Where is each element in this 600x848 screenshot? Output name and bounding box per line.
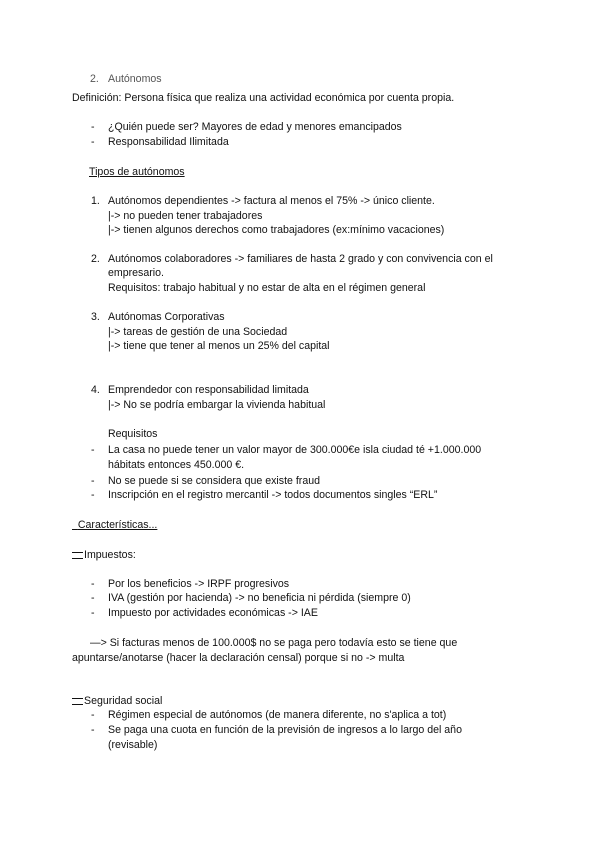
bullet-dash: -	[91, 475, 95, 487]
tipo-3-line-3: |-> tiene que tener al menos un 25% del capital	[108, 340, 330, 352]
intro-bullet-2: Responsabilidad Ilimitada	[108, 136, 229, 148]
seguridad-heading: Seguridad social	[84, 695, 163, 707]
requisitos-label: Requisitos	[108, 428, 158, 440]
seguridad-2-line-2: (revisable)	[108, 739, 158, 751]
impuesto-1: Por los beneficios -> IRPF progresivos	[108, 578, 290, 590]
impuesto-2: IVA (gestión por hacienda) -> no beneficia ni pérdida (siempre 0)	[108, 592, 411, 604]
tipo-number-4: 4.	[91, 384, 100, 396]
bullet-dash: -	[91, 136, 95, 148]
equals-underline-icon	[72, 552, 83, 559]
requisito-1-line-1: La casa no puede tener un valor mayor de 300.000€e isla ciudad té +1.000.000	[108, 444, 482, 456]
section-number: 2.	[90, 73, 99, 85]
bullet-dash: -	[91, 592, 95, 604]
tipos-heading: Tipos de autónomos	[89, 166, 185, 178]
bullet-dash: -	[91, 724, 95, 736]
impuestos-note-line-2: apuntarse/anotarse (hacer la declaración censal) porque si no -> multa	[72, 652, 405, 664]
bullet-dash: -	[91, 709, 95, 721]
bullet-dash: -	[91, 578, 95, 590]
bullet-dash: -	[91, 489, 95, 501]
definition-text: Definición: Persona física que realiza una actividad económica por cuenta propia.	[72, 92, 455, 104]
tipo-1-line-2: |-> no pueden tener trabajadores	[108, 210, 263, 222]
requisito-3: Inscripción en el registro mercantil -> todos documentos singles “ERL”	[108, 489, 438, 501]
requisito-2: No se puede si se considera que existe fraud	[108, 475, 321, 487]
section-title: Autónomos	[108, 73, 162, 85]
bullet-dash: -	[91, 607, 95, 619]
tipo-3-line-2: |-> tareas de gestión de una Sociedad	[108, 326, 288, 338]
tipo-number-2: 2.	[91, 253, 100, 265]
seguridad-heading-row	[72, 694, 162, 708]
impuesto-3: Impuesto por actividades económicas -> IAE	[108, 607, 318, 619]
tipo-2-line-1: Autónomos colaboradores -> familiares de hasta 2 grado y con convivencia con el	[108, 253, 493, 265]
tipo-number-3: 3.	[91, 311, 100, 323]
tipo-4-line-2: |-> No se podría embargar la vivienda habitual	[108, 399, 326, 411]
equals-underline-icon	[72, 698, 83, 705]
seguridad-1: Régimen especial de autónomos (de manera diferente, no s'aplica a tot)	[108, 709, 447, 721]
impuestos-heading-row	[72, 548, 136, 562]
tipo-3-line-1: Autónomas Corporativas	[108, 311, 225, 323]
impuestos-note-line-1: —> Si facturas menos de 100.000$ no se paga pero todavía esto se tiene que	[90, 637, 458, 649]
tipo-2-line-3: Requisitos: trabajo habitual y no estar de alta en el régimen general	[108, 282, 426, 294]
bullet-dash: -	[91, 121, 95, 133]
bullet-dash: -	[91, 444, 95, 456]
caracteristicas-heading	[72, 518, 157, 532]
tipo-1-line-1: Autónomos dependientes -> factura al menos el 75% -> único cliente.	[108, 195, 435, 207]
requisito-1-line-2: hábitats entonces 450.000 €.	[108, 459, 245, 471]
tipo-4-line-1: Emprendedor con responsabilidad limitada	[108, 384, 309, 396]
seguridad-2-line-1: Se paga una cuota en función de la previsión de ingresos a lo largo del año	[108, 724, 462, 736]
impuestos-heading: Impuestos:	[84, 549, 136, 561]
tipo-1-line-3: |-> tienen algunos derechos como trabajadores (ex:mínimo vacaciones)	[108, 224, 445, 236]
intro-bullet-1: ¿Quién puede ser? Mayores de edad y menores emancipados	[108, 121, 402, 133]
caracteristicas-text: Características...	[77, 519, 158, 531]
tipo-number-1: 1.	[91, 195, 100, 207]
tipo-2-line-2: empresario.	[108, 267, 164, 279]
